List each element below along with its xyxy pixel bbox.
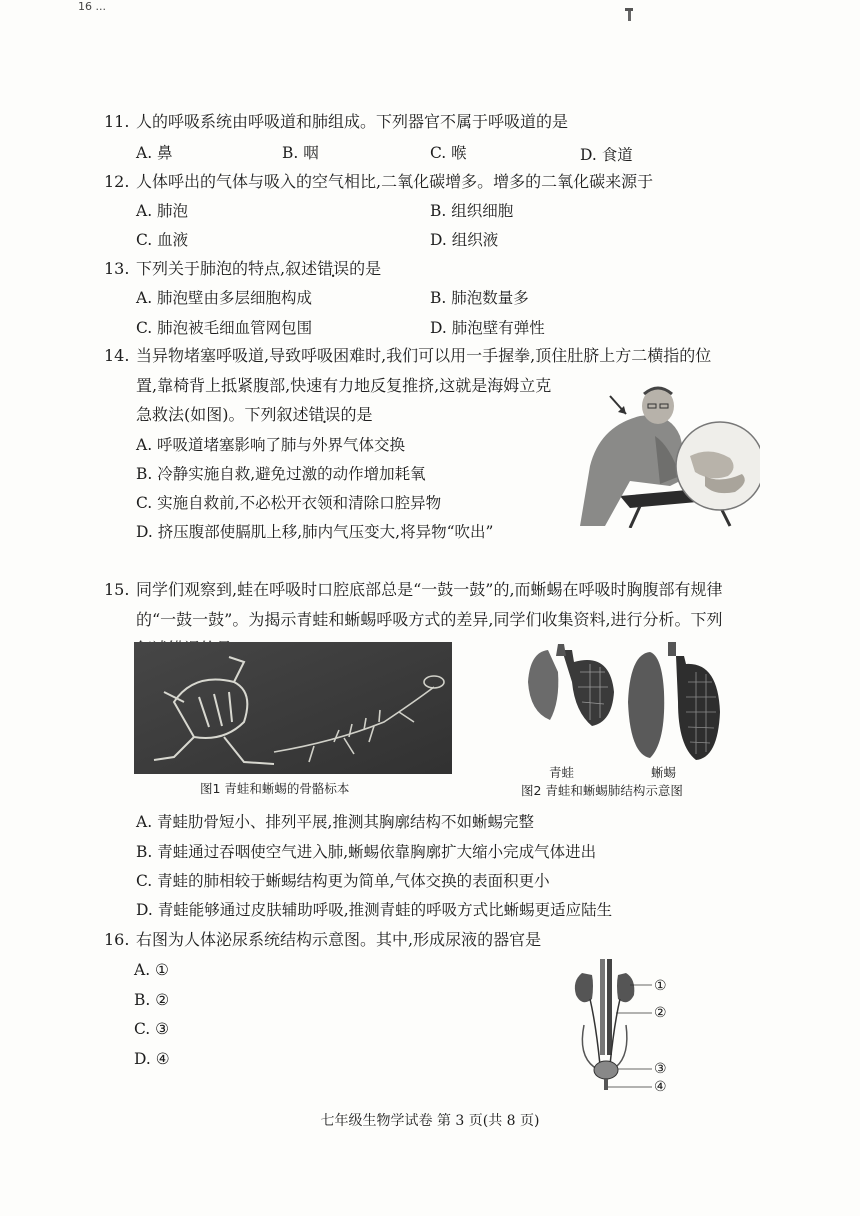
- question-15-stem-line2: 的“一鼓一鼓”。为揭示青蛙和蜥蜴呼吸方式的差异,同学们收集资料,进行分析。下列: [136, 610, 723, 629]
- option-c: C. 喉: [430, 144, 467, 162]
- staple-mark: [622, 6, 636, 22]
- question-13-stem: [104, 259, 381, 279]
- option-c: C. 实施自救前,不必松开衣领和清除口腔异物: [136, 494, 442, 512]
- option-d: D. 青蛙能够通过皮肤辅助呼吸,推测青蛙的呼吸方式比蜥蜴更适应陆生: [136, 901, 613, 919]
- option-b: B. 组织细胞: [430, 202, 514, 220]
- question-number: 15.: [104, 580, 130, 599]
- option-d: D. 挤压腹部使膈肌上移,肺内气压变大,将异物“吹出”: [136, 523, 494, 541]
- question-number: 12.: [104, 172, 130, 191]
- question-14-stem-line2: 置,靠椅背上抵紧腹部,快速有力地反复推挤,这就是海姆立克: [136, 376, 552, 395]
- question-15-stem: [104, 580, 723, 600]
- diagram-label-1: ①: [654, 978, 667, 994]
- question-number: 14.: [104, 346, 130, 365]
- figure-2-caption: 图2 青蛙和蜥蜴肺结构示意图: [521, 783, 683, 798]
- frog-lizard-skeleton-photo: [134, 642, 452, 774]
- option-c: C. ③: [134, 1020, 170, 1038]
- corner-mark: 16 ...: [78, 0, 106, 13]
- figure-1-caption: 图1 青蛙和蜥蜴的骨骼标本: [200, 781, 350, 796]
- page-footer: 七年级生物学试卷 第 3 页(共 8 页): [320, 1113, 540, 1129]
- frog-label: 青蛙: [549, 765, 575, 780]
- option-c: C. 血液: [136, 231, 189, 249]
- diagram-label-3: ③: [654, 1061, 667, 1077]
- question-14-stem-line3: [136, 405, 373, 425]
- option-b: B. 青蛙通过吞咽使空气进入肺,蜥蜴依靠胸廓扩大缩小完成气体进出: [136, 843, 597, 861]
- option-b: B. 肺泡数量多: [430, 289, 529, 307]
- emphasis-word: 错误: [317, 259, 350, 278]
- question-text: 同学们观察到,蛙在呼吸时口腔底部总是“一鼓一鼓”的,而蜥蜴在呼吸时胸腹部有规律: [136, 580, 723, 599]
- question-11-stem: [104, 112, 568, 132]
- heimlich-self-rescue-illustration: [560, 376, 760, 528]
- diagram-label-2: ②: [654, 1005, 667, 1021]
- option-a: A. 肺泡: [136, 202, 189, 220]
- option-b: B. 冷静实施自救,避免过激的动作增加耗氧: [136, 465, 426, 483]
- option-a: A. 呼吸道堵塞影响了肺与外界气体交换: [136, 436, 406, 454]
- question-text: 当异物堵塞呼吸道,导致呼吸困难时,我们可以用一手握拳,顶住肚脐上方二横指的位: [136, 346, 712, 365]
- question-number: 11.: [104, 112, 130, 131]
- option-d: D. 食道: [580, 146, 633, 164]
- option-a: A. ①: [134, 961, 169, 979]
- option-c: C. 青蛙的肺相较于蜥蜴结构更为简单,气体交换的表面积更小: [136, 872, 550, 890]
- option-a: A. 肺泡壁由多层细胞构成: [136, 289, 313, 307]
- option-d: D. 肺泡壁有弹性: [430, 319, 545, 337]
- option-a: A. 鼻: [136, 144, 173, 162]
- question-14-stem: [104, 346, 711, 366]
- diagram-label-4: ④: [654, 1079, 667, 1095]
- lizard-label: 蜥蜴: [651, 765, 677, 780]
- option-a: A. 青蛙肋骨短小、排列平展,推测其胸廓结构不如蜥蜴完整: [136, 813, 534, 831]
- question-number: 13.: [104, 259, 130, 278]
- option-b: B. ②: [134, 991, 170, 1009]
- question-12-stem: [104, 172, 653, 192]
- question-text-end: 的是: [349, 259, 382, 278]
- question-text: 下列关于肺泡的特点,叙述: [136, 259, 318, 278]
- emphasis-word: 错误: [308, 405, 341, 424]
- option-b: B. 咽: [282, 144, 319, 162]
- option-d: D. 组织液: [430, 231, 499, 249]
- question-text: 人的呼吸系统由呼吸道和肺组成。下列器官不属于呼吸道的是: [136, 112, 569, 131]
- option-d: D. ④: [134, 1050, 170, 1068]
- question-number: 16.: [104, 930, 130, 949]
- question-text-end: 的是: [340, 405, 373, 424]
- question-16-stem: [104, 930, 541, 950]
- frog-lizard-lung-diagram: [520, 642, 730, 767]
- option-c: C. 肺泡被毛细血管网包围: [136, 319, 313, 337]
- question-text: 人体呼出的气体与吸入的空气相比,二氧化碳增多。增多的二氧化碳来源于: [136, 172, 654, 191]
- question-text: 急救法(如图)。下列叙述: [136, 405, 309, 424]
- question-text: 右图为人体泌尿系统结构示意图。其中,形成尿液的器官是: [136, 930, 542, 949]
